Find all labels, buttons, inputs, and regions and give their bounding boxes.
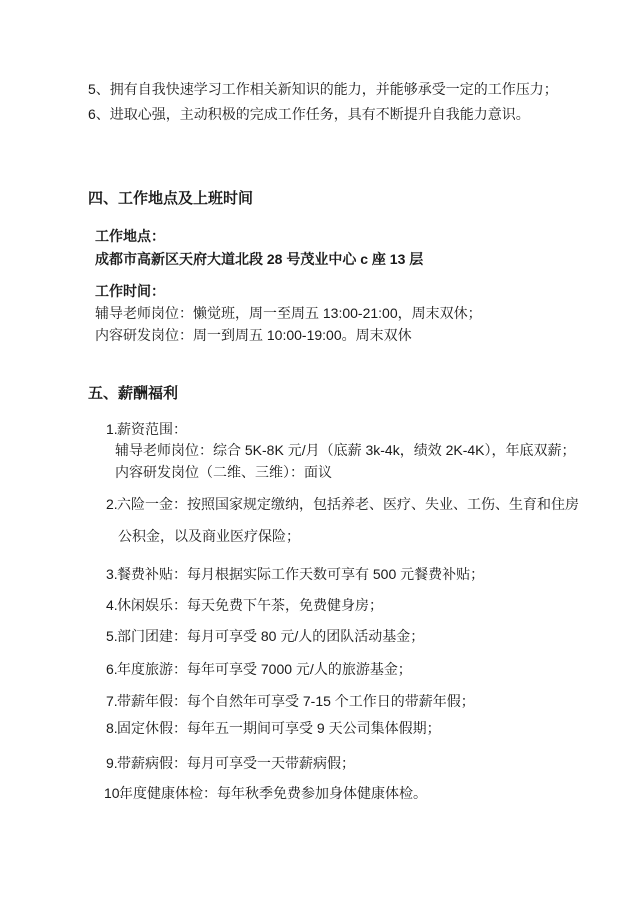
benefit-item-2-text: 六险一金：按照国家规定缴纳，包括养老、医疗、失业、工伤、生育和住房: [117, 496, 579, 512]
benefit-item-4-text: 休闲娱乐：每天免费下午茶，免费健身房；: [117, 597, 383, 613]
requirement-item-6-num: 6、: [88, 106, 110, 122]
benefit-item-8: [106, 718, 441, 738]
work-location-value: 成都市高新区天府大道北段 28 号茂业中心 c 座 13 层: [95, 251, 424, 267]
requirement-item-6-text: 进取心强，主动积极的完成工作任务，具有不断提升自我能力意识。: [109, 106, 530, 122]
benefit-item-3-text: 餐费补贴：每月根据实际工作天数可享有 500 元餐费补贴；: [117, 566, 485, 582]
benefit-item-10-text: 年度健康体检：每年秋季免费参加身体健康体检。: [119, 785, 427, 801]
benefit-item-1-line-3: 内容研发岗位（二维、三维）：面议: [115, 464, 332, 480]
benefit-item-7: [106, 691, 475, 711]
requirement-item-5-num: 5、: [88, 81, 110, 97]
benefit-item-1-num: 1.: [106, 421, 118, 437]
benefit-item-9-num: 9.: [106, 755, 118, 771]
benefit-item-8-num: 8.: [106, 720, 118, 736]
benefit-item-8-text: 固定休假：每年五一期间可享受 9 天公司集体假期；: [117, 720, 441, 736]
benefit-item-3-num: 3.: [106, 566, 118, 582]
benefit-item-1-line-2: 辅导老师岗位：综合 5K-8K 元/月（底薪 3k-4k，绩效 2K-4K），年底双薪；: [115, 442, 576, 458]
section-heading-benefits: 五、薪酬福利: [88, 385, 179, 402]
requirement-item-5-text: 拥有自我快速学习工作相关新知识的能力，并能够承受一定的工作压力；: [109, 81, 558, 97]
benefit-item-2-num: 2.: [106, 496, 118, 512]
work-hours-content-dev: 内容研发岗位：周一到周五 10:00-19:00。周末双休: [95, 327, 412, 343]
benefit-item-9-text: 带薪病假：每月可享受一天带薪病假；: [117, 755, 355, 771]
benefit-item-5-num: 5.: [106, 628, 118, 644]
benefit-item-5-text: 部门团建：每月可享受 80 元/人的团队活动基金；: [117, 628, 425, 644]
benefit-item-9: [106, 753, 355, 773]
benefit-item-10: [104, 783, 427, 803]
benefit-item-7-text: 带薪年假：每个自然年可享受 7-15 个工作日的带薪年假；: [117, 693, 475, 709]
work-hours-label: 工作时间：: [95, 283, 165, 299]
benefit-item-6: [106, 659, 412, 679]
benefit-item-1: [106, 419, 187, 439]
requirement-item-5: [88, 79, 558, 99]
benefit-item-4: [106, 595, 383, 615]
benefit-item-5: [106, 626, 424, 646]
section-heading-work-location: 四、工作地点及上班时间: [88, 190, 254, 207]
work-location-label: 工作地点：: [95, 228, 165, 244]
benefit-item-7-num: 7.: [106, 693, 118, 709]
benefit-item-4-num: 4.: [106, 597, 118, 613]
benefit-item-6-text: 年度旅游：每年可享受 7000 元/人的旅游基金；: [117, 661, 412, 677]
benefit-item-2: [106, 494, 579, 514]
requirement-item-6: [88, 104, 530, 124]
benefit-item-6-num: 6.: [106, 661, 118, 677]
benefit-item-3: [106, 564, 484, 584]
benefit-item-10-num: 10.: [104, 785, 124, 801]
benefit-item-1-text: 薪资范围：: [117, 421, 187, 437]
work-hours-tutor: 辅导老师岗位：懒觉班，周一至周五 13:00-21:00，周末双休；: [95, 305, 482, 321]
benefit-item-2-line-2: 公积金，以及商业医疗保险；: [118, 528, 300, 544]
